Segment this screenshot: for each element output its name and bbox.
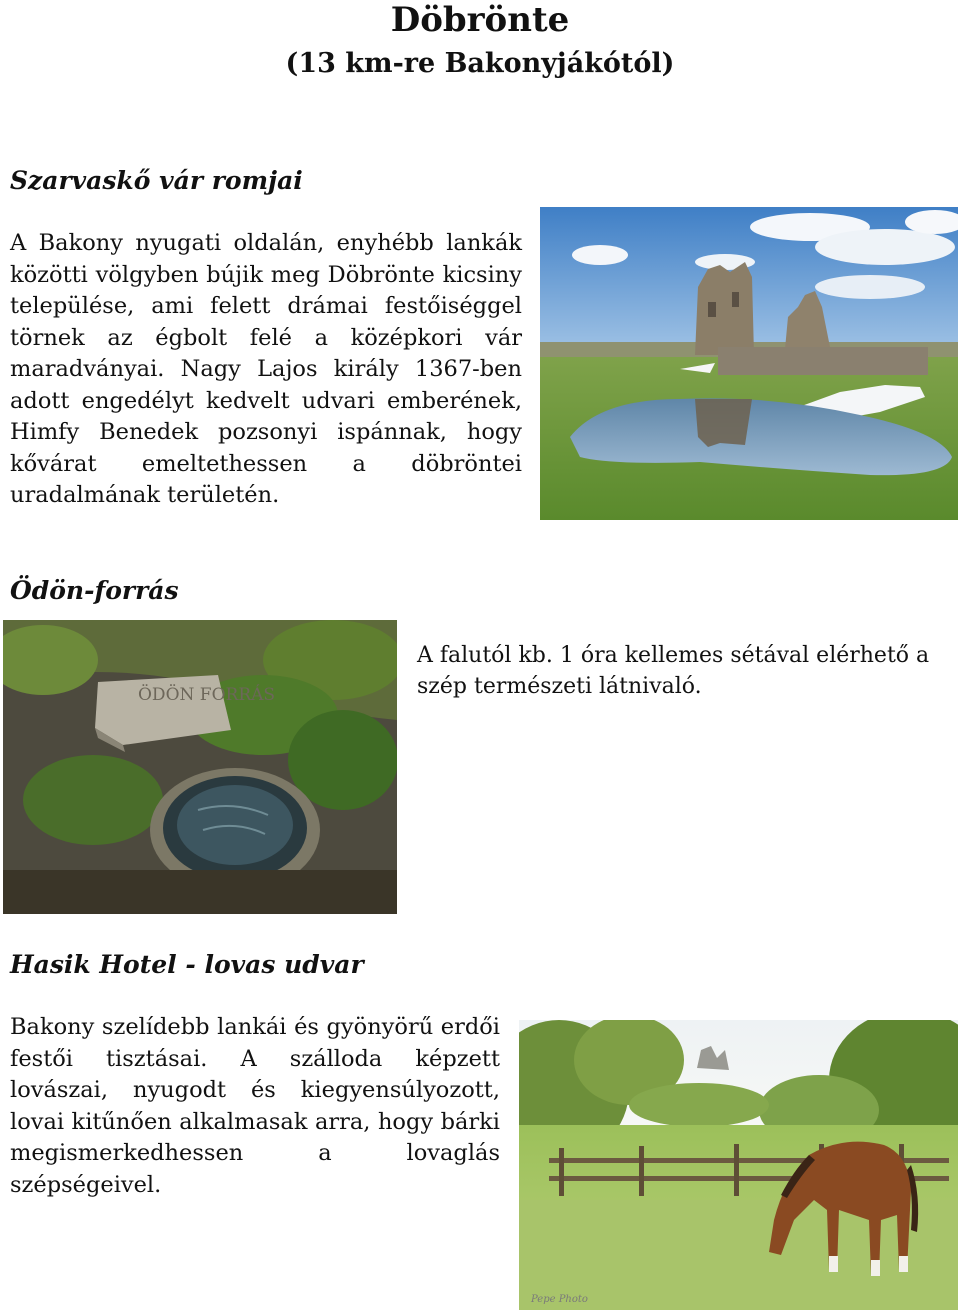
spring-photo [3, 620, 397, 914]
photo-watermark: Pepe Photo [531, 1294, 588, 1305]
stone-inscription: ÖDÖN FORRÁS [138, 685, 276, 705]
castle-text: A Bakony nyugati oldalán, enyhébb lankák közötti völgyben bújik meg Döbrönte kicsiny települése, ami felett drámai festőiséggel törnek az égbolt felé a középkori vár maradványai. Nagy Lajos király 1367-ben adott engedélyt kedvelt udvari emberének, Himfy Benedek pozsonyi ispánnak, hogy kővárat emeltethessen a döbröntei uradalmának területén. [10, 230, 522, 508]
hotel-text: Bakony szelídebb lankái és gyönyörű erdői festői tisztásai. A szálloda képzett lovászai, nyugodt és kiegyensúlyozott, lovai kitűnően alkalmasak arra, hogy bárki megismerkedhessen a lovaglás szépségeivel. [10, 1014, 500, 1198]
page-title: Döbrönte [390, 0, 570, 40]
hotel-heading: Hasik Hotel - lovas udvar [10, 950, 364, 979]
page-subtitle: (13 km-re Bakonyjákótól) [285, 48, 675, 79]
castle-heading: Szarvaskő vár romjai [10, 166, 303, 195]
castle-ruins-photo [540, 207, 958, 520]
spring-heading: Ödön-forrás [10, 576, 179, 605]
horse-photo [519, 1020, 958, 1310]
spring-text: A falutól kb. 1 óra kellemes sétával elérhető a szép természeti látnivaló. [417, 643, 930, 699]
